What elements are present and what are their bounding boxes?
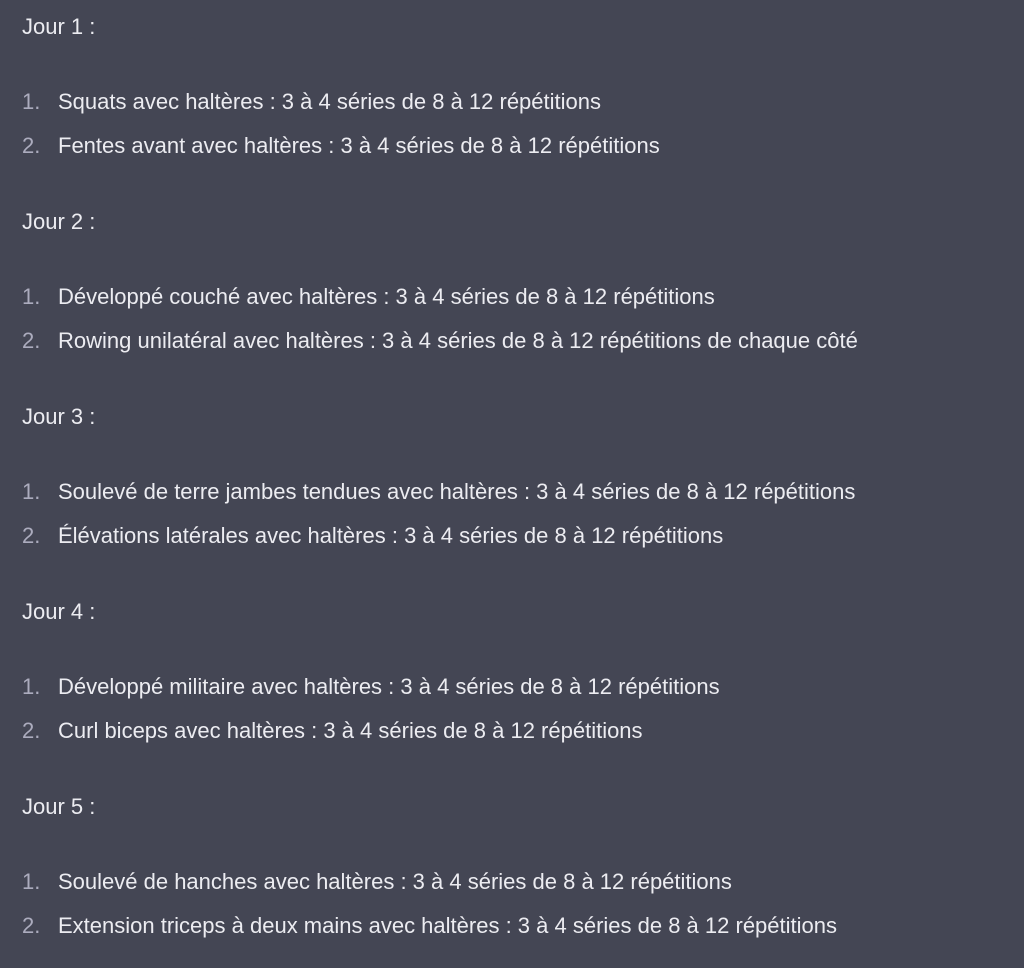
list-text: Rowing unilatéral avec haltères : 3 à 4 séries de 8 à 12 répétitions de chaque côté [58,328,858,353]
list-item [22,867,732,897]
list-text: Squats avec haltères : 3 à 4 séries de 8 à 12 répétitions [58,89,601,114]
list-text: Fentes avant avec haltères : 3 à 4 séries de 8 à 12 répétitions [58,133,660,158]
list-item [22,87,601,117]
list-number: 1. [22,869,41,894]
day-heading: Jour 1 : [22,14,96,39]
list-number: 1. [22,89,41,114]
list-text: Soulevé de hanches avec haltères : 3 à 4 séries de 8 à 12 répétitions [58,869,732,894]
list-number: 1. [22,674,41,699]
list-number: 2. [22,913,41,938]
list-item [22,911,837,941]
day-heading: Jour 2 : [22,209,96,234]
list-item [22,282,715,312]
list-text: Élévations latérales avec haltères : 3 à 4 séries de 8 à 12 répétitions [58,523,724,548]
list-item [22,672,720,702]
list-number: 2. [22,718,41,743]
list-number: 1. [22,284,41,309]
list-item [22,131,660,161]
list-number: 2. [22,523,41,548]
list-number: 2. [22,133,41,158]
list-text: Curl biceps avec haltères : 3 à 4 séries de 8 à 12 répétitions [58,718,643,743]
list-item [22,716,643,746]
list-number: 1. [22,479,41,504]
list-text: Développé militaire avec haltères : 3 à 4 séries de 8 à 12 répétitions [58,674,720,699]
list-item [22,326,858,356]
list-item [22,477,855,507]
list-item [22,521,723,551]
list-number: 2. [22,328,41,353]
day-heading: Jour 4 : [22,599,96,624]
day-heading: Jour 3 : [22,404,96,429]
list-text: Extension triceps à deux mains avec haltères : 3 à 4 séries de 8 à 12 répétitions [58,913,837,938]
list-text: Soulevé de terre jambes tendues avec haltères : 3 à 4 séries de 8 à 12 répétitions [58,479,856,504]
day-heading: Jour 5 : [22,794,96,819]
list-text: Développé couché avec haltères : 3 à 4 séries de 8 à 12 répétitions [58,284,715,309]
